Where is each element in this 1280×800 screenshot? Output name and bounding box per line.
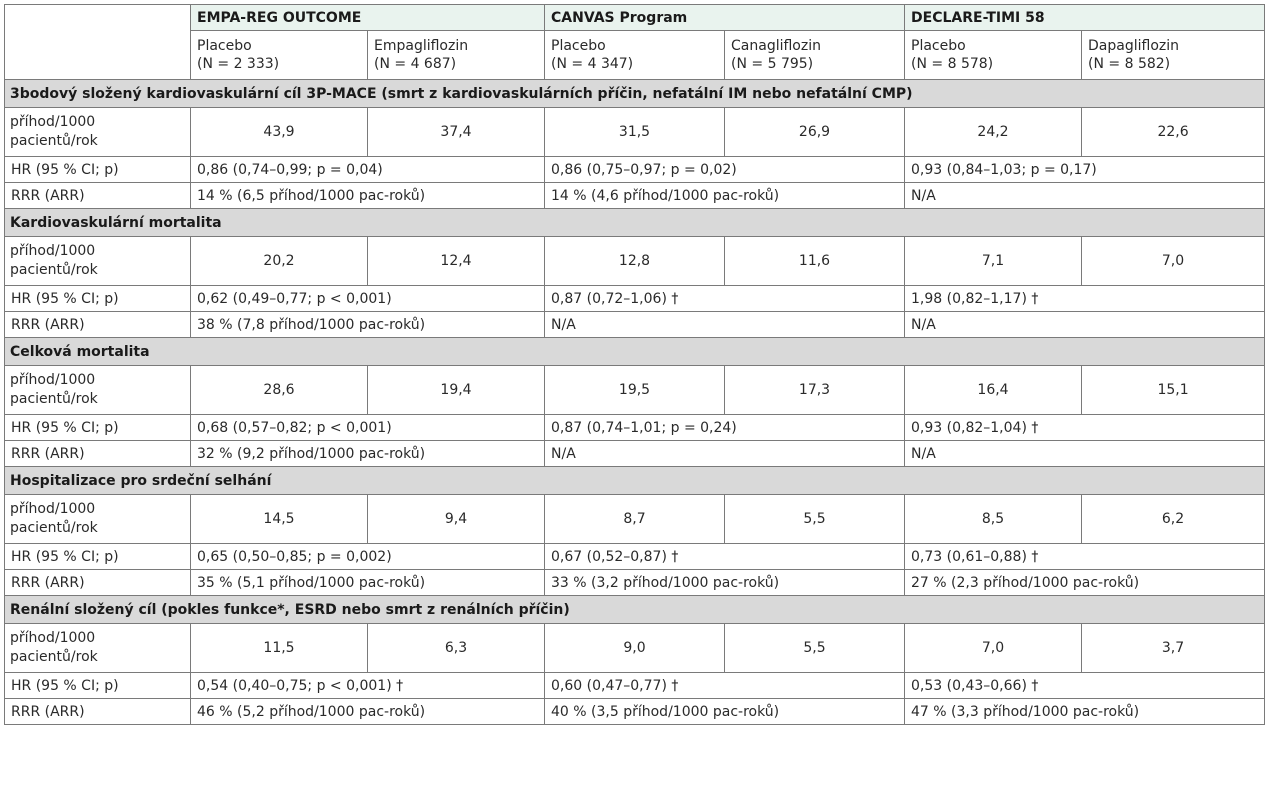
rate-label [5, 108, 191, 157]
rrr-value: N/A [545, 441, 905, 467]
hr-value: 0,68 (0,57–0,82; p < 0,001) [191, 415, 545, 441]
arm-header-cell [191, 31, 368, 80]
rate-value: 20,2 [191, 237, 368, 286]
hr-label: HR (95 % CI; p) [5, 286, 191, 312]
hr-value: 0,60 (0,47–0,77) † [545, 673, 905, 699]
arm-header-cell [545, 31, 725, 80]
rrr-value: 32 % (9,2 příhod/1000 pac-roků) [191, 441, 545, 467]
rrr-label: RRR (ARR) [5, 441, 191, 467]
arm-name: Dapagliflozin [1088, 38, 1180, 54]
section-title: 3bodový složený kardiovaskulární cíl 3P-MACE (smrt z kardiovaskulárních příčin, nefatální IM nebo nefatální CMP) [5, 80, 1265, 108]
rrr-value: 14 % (6,5 příhod/1000 pac-roků) [191, 183, 545, 209]
rrr-label: RRR (ARR) [5, 312, 191, 338]
arm-n: (N = 8 582) [1088, 56, 1171, 72]
section-title: Hospitalizace pro srdeční selhání [5, 467, 1265, 495]
rrr-value: 40 % (3,5 příhod/1000 pac-roků) [545, 699, 905, 725]
rrr-row [5, 441, 1265, 467]
rate-label [5, 495, 191, 544]
arm-n: (N = 2 333) [197, 56, 280, 72]
hr-row [5, 286, 1265, 312]
arm-header-cell [905, 31, 1082, 80]
hr-label: HR (95 % CI; p) [5, 415, 191, 441]
section-title: Renální složený cíl (pokles funkce*, ESRD nebo smrt z renálních příčin) [5, 596, 1265, 624]
arm-name: Canagliflozin [731, 38, 821, 54]
rate-value: 19,4 [368, 366, 545, 415]
arm-name: Placebo [911, 38, 966, 54]
trial-header-canvas: CANVAS Program [545, 5, 905, 31]
rate-value: 37,4 [368, 108, 545, 157]
rate-label-line2: pacientů/rok [10, 391, 98, 407]
section-title-row [5, 209, 1265, 237]
rrr-label: RRR (ARR) [5, 570, 191, 596]
rrr-value: 14 % (4,6 příhod/1000 pac-roků) [545, 183, 905, 209]
rate-value: 6,2 [1082, 495, 1265, 544]
section-title: Kardiovaskulární mortalita [5, 209, 1265, 237]
rate-value: 7,0 [905, 624, 1082, 673]
rate-value: 12,4 [368, 237, 545, 286]
rate-label-line1: příhod/1000 [10, 114, 96, 130]
rrr-value: 35 % (5,1 příhod/1000 pac-roků) [191, 570, 545, 596]
arm-name: Placebo [197, 38, 252, 54]
rrr-value: 38 % (7,8 příhod/1000 pac-roků) [191, 312, 545, 338]
rrr-row [5, 183, 1265, 209]
rrr-value: N/A [905, 183, 1265, 209]
rrr-value: 33 % (3,2 příhod/1000 pac-roků) [545, 570, 905, 596]
arm-n: (N = 5 795) [731, 56, 814, 72]
hr-row [5, 157, 1265, 183]
hr-value: 0,93 (0,82–1,04) † [905, 415, 1265, 441]
rate-value: 24,2 [905, 108, 1082, 157]
rate-row [5, 108, 1265, 157]
rate-value: 12,8 [545, 237, 725, 286]
rate-value: 8,7 [545, 495, 725, 544]
rrr-value: 27 % (2,3 příhod/1000 pac-roků) [905, 570, 1265, 596]
rate-row [5, 237, 1265, 286]
rate-value: 9,0 [545, 624, 725, 673]
hr-row [5, 544, 1265, 570]
rrr-row [5, 699, 1265, 725]
rate-value: 14,5 [191, 495, 368, 544]
rate-value: 9,4 [368, 495, 545, 544]
rate-value: 22,6 [1082, 108, 1265, 157]
section-title-row [5, 596, 1265, 624]
section-title-row [5, 338, 1265, 366]
rate-label-line2: pacientů/rok [10, 649, 98, 665]
hr-value: 0,93 (0,84–1,03; p = 0,17) [905, 157, 1265, 183]
hr-value: 0,54 (0,40–0,75; p < 0,001) † [191, 673, 545, 699]
hr-value: 0,67 (0,52–0,87) † [545, 544, 905, 570]
rate-value: 8,5 [905, 495, 1082, 544]
rate-label [5, 237, 191, 286]
rate-value: 11,6 [725, 237, 905, 286]
arm-header-cell [1082, 31, 1265, 80]
arm-header-cell [725, 31, 905, 80]
rate-value: 28,6 [191, 366, 368, 415]
corner-cell [5, 5, 191, 80]
rate-value: 11,5 [191, 624, 368, 673]
rate-value: 5,5 [725, 624, 905, 673]
rate-value: 17,3 [725, 366, 905, 415]
rate-value: 26,9 [725, 108, 905, 157]
arm-name: Placebo [551, 38, 606, 54]
rate-value: 19,5 [545, 366, 725, 415]
rate-value: 7,1 [905, 237, 1082, 286]
rate-label-line2: pacientů/rok [10, 133, 98, 149]
hr-row [5, 415, 1265, 441]
rrr-value: 47 % (3,3 příhod/1000 pac-roků) [905, 699, 1265, 725]
hr-value: 0,87 (0,74–1,01; p = 0,24) [545, 415, 905, 441]
rate-label [5, 624, 191, 673]
rate-value: 5,5 [725, 495, 905, 544]
rrr-value: N/A [545, 312, 905, 338]
rate-value: 7,0 [1082, 237, 1265, 286]
rrr-value: N/A [905, 312, 1265, 338]
hr-value: 1,98 (0,82–1,17) † [905, 286, 1265, 312]
arm-header-cell [368, 31, 545, 80]
trial-outcomes-table [4, 4, 1265, 725]
rate-value: 15,1 [1082, 366, 1265, 415]
arm-n: (N = 4 687) [374, 56, 457, 72]
rate-value: 31,5 [545, 108, 725, 157]
rate-value: 6,3 [368, 624, 545, 673]
rate-label-line2: pacientů/rok [10, 262, 98, 278]
hr-row [5, 673, 1265, 699]
hr-value: 0,73 (0,61–0,88) † [905, 544, 1265, 570]
rrr-value: 46 % (5,2 příhod/1000 pac-roků) [191, 699, 545, 725]
arm-n: (N = 4 347) [551, 56, 634, 72]
trial-header-declare: DECLARE-TIMI 58 [905, 5, 1265, 31]
rrr-label: RRR (ARR) [5, 183, 191, 209]
trial-header-empa-reg: EMPA-REG OUTCOME [191, 5, 545, 31]
rate-label-line2: pacientů/rok [10, 520, 98, 536]
hr-label: HR (95 % CI; p) [5, 673, 191, 699]
hr-label: HR (95 % CI; p) [5, 157, 191, 183]
hr-label: HR (95 % CI; p) [5, 544, 191, 570]
section-title-row [5, 80, 1265, 108]
rate-value: 43,9 [191, 108, 368, 157]
rate-row [5, 624, 1265, 673]
section-title-row [5, 467, 1265, 495]
hr-value: 0,65 (0,50–0,85; p = 0,002) [191, 544, 545, 570]
rate-row [5, 495, 1265, 544]
trial-header-row [5, 5, 1265, 31]
rate-label-line1: příhod/1000 [10, 630, 96, 646]
rrr-row [5, 570, 1265, 596]
arm-n: (N = 8 578) [911, 56, 994, 72]
hr-value: 0,87 (0,72–1,06) † [545, 286, 905, 312]
table-container [4, 4, 1265, 725]
rate-label-line1: příhod/1000 [10, 372, 96, 388]
rate-label-line1: příhod/1000 [10, 501, 96, 517]
rate-value: 16,4 [905, 366, 1082, 415]
rate-label [5, 366, 191, 415]
hr-value: 0,53 (0,43–0,66) † [905, 673, 1265, 699]
rate-row [5, 366, 1265, 415]
rate-value: 3,7 [1082, 624, 1265, 673]
section-title: Celková mortalita [5, 338, 1265, 366]
rrr-value: N/A [905, 441, 1265, 467]
hr-value: 0,86 (0,75–0,97; p = 0,02) [545, 157, 905, 183]
rate-label-line1: příhod/1000 [10, 243, 96, 259]
hr-value: 0,86 (0,74–0,99; p = 0,04) [191, 157, 545, 183]
arm-name: Empagliflozin [374, 38, 469, 54]
rrr-label: RRR (ARR) [5, 699, 191, 725]
hr-value: 0,62 (0,49–0,77; p < 0,001) [191, 286, 545, 312]
rrr-row [5, 312, 1265, 338]
arm-header-row [5, 31, 1265, 80]
